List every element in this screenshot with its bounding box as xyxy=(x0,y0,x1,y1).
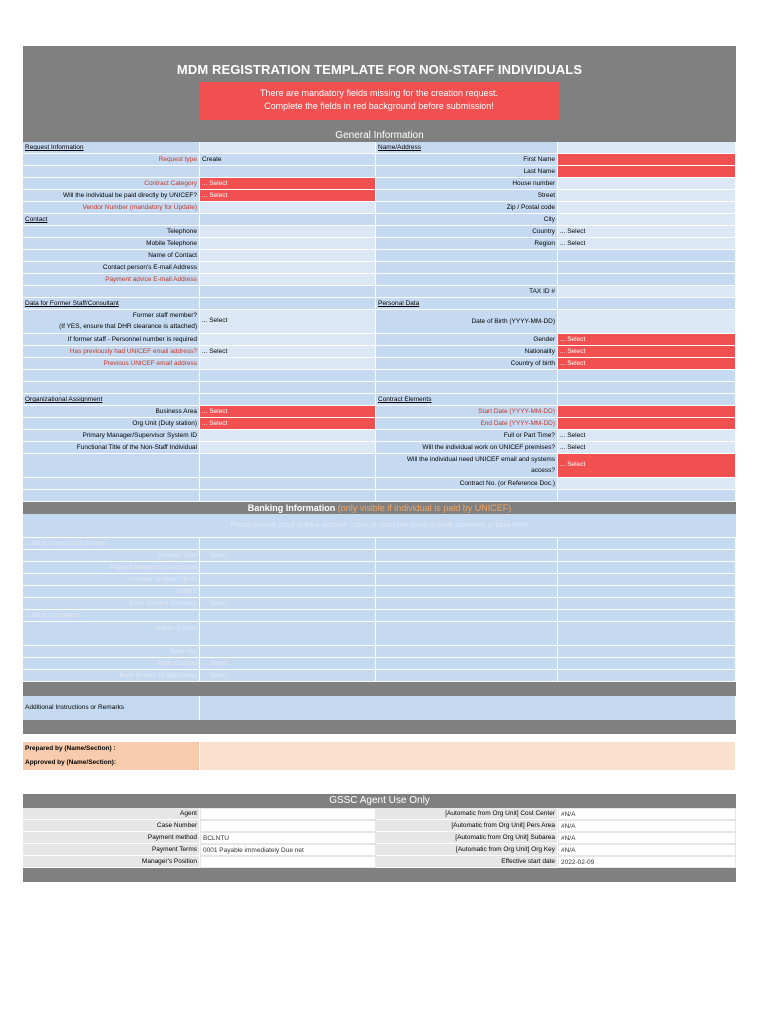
gender-select[interactable]: ... Select xyxy=(558,334,736,346)
managers-position-label: Manager's Position xyxy=(23,856,200,868)
personal-data-heading: Personal Data xyxy=(376,298,558,310)
functional-title-label: Functional Title of the Non-Staff Individual xyxy=(23,442,200,454)
city-field[interactable] xyxy=(558,214,736,226)
form-row xyxy=(23,202,736,214)
business-area-select[interactable]: ... Select xyxy=(200,406,376,418)
approved-by-field[interactable] xyxy=(200,756,736,770)
form-row xyxy=(23,142,736,154)
first-name-field[interactable] xyxy=(558,154,736,166)
subarea-label: [Automatic from Org Unit] Subarea xyxy=(376,832,558,844)
form-row xyxy=(23,394,736,406)
gssc-header: GSSC Agent Use Only xyxy=(23,794,736,808)
form-row xyxy=(23,298,736,310)
form-row xyxy=(23,262,736,274)
contact-heading: Contact xyxy=(23,214,200,226)
case-number-field[interactable] xyxy=(200,820,376,832)
swift-label: SWIFT xyxy=(23,586,200,598)
nationality-label: Nationality xyxy=(376,346,558,358)
org-assignment-heading: Organizational Assignment xyxy=(23,394,200,406)
paid-directly-label: Will the individual be paid directly by UNICEF? xyxy=(23,190,200,202)
country-of-birth-select[interactable]: ... Select xyxy=(558,358,736,370)
gssc-row xyxy=(23,832,736,844)
gssc-row xyxy=(23,856,736,868)
agent-label: Agent xyxy=(23,808,200,820)
form-row xyxy=(23,226,736,238)
form-row xyxy=(23,370,736,382)
bank-account-info-heading: 1. Bank Account Information xyxy=(23,538,200,550)
unicef-premises-select[interactable]: ... Select xyxy=(558,442,736,454)
remarks-field[interactable] xyxy=(200,696,736,720)
tax-id-label: TAX ID # xyxy=(376,286,558,298)
payment-method-label: Payment method xyxy=(23,832,200,844)
zip-field[interactable] xyxy=(558,202,736,214)
house-number-label: House number xyxy=(376,178,558,190)
last-name-field[interactable] xyxy=(558,166,736,178)
form-row xyxy=(23,166,736,178)
registration-sheet xyxy=(23,46,736,882)
org-key-label: [Automatic from Org Unit] Org Key xyxy=(376,844,558,856)
full-part-label: Full or Part Time? xyxy=(376,430,558,442)
full-part-select[interactable]: ... Select xyxy=(558,430,736,442)
form-row xyxy=(23,670,736,682)
account-number-label: Account number / IBAN xyxy=(23,574,200,586)
form-row xyxy=(23,238,736,250)
dob-field[interactable] xyxy=(558,310,736,334)
account-type-label: Account Type xyxy=(23,550,200,562)
contact-email-field[interactable] xyxy=(200,262,376,274)
had-email-select[interactable]: ... Select xyxy=(200,346,376,358)
country-label: Country xyxy=(376,226,558,238)
telephone-label: Telephone xyxy=(23,226,200,238)
bank-proof-note: Please provide proof of Bank Account - copy of cancelled check or bank statement or bank letter xyxy=(23,514,736,538)
payment-terms-label: Payment Terms xyxy=(23,844,200,856)
former-personnel-field[interactable] xyxy=(200,334,376,346)
prepared-by-field[interactable] xyxy=(200,742,736,756)
approved-by-row xyxy=(23,756,736,770)
prepared-by-row xyxy=(23,742,736,756)
country-select[interactable]: ... Select xyxy=(558,226,736,238)
form-row xyxy=(23,574,736,586)
former-staff-label: Former staff member? (If YES, ensure that DHR clearance is attached) xyxy=(23,310,200,334)
banking-header xyxy=(23,502,736,514)
payee-name-label: Payee's Name on the Account xyxy=(23,562,200,574)
bank-country-select[interactable]: ... Select xyxy=(200,658,376,670)
region-select[interactable]: ... Select xyxy=(558,238,736,250)
org-unit-label: Org Unit (Duty station) xyxy=(23,418,200,430)
pers-area-label: [Automatic from Org Unit] Pers Area xyxy=(376,820,558,832)
contract-no-field[interactable] xyxy=(558,478,736,490)
managers-position-field[interactable] xyxy=(200,856,376,868)
need-email-select[interactable]: ... Select xyxy=(558,454,736,478)
telephone-field[interactable] xyxy=(200,226,376,238)
org-unit-select[interactable]: ... Select xyxy=(200,418,376,430)
form-row xyxy=(23,310,736,334)
gender-label: Gender xyxy=(376,334,558,346)
payment-email-field[interactable] xyxy=(200,274,376,286)
swift-field[interactable] xyxy=(200,586,376,598)
contract-no-label: Contract No. (or Reference Doc.) xyxy=(376,478,558,490)
banking-title: Banking Information xyxy=(247,503,336,513)
form-row xyxy=(23,478,736,490)
bank-country-label: Bank Country xyxy=(23,658,200,670)
name-address-heading: Name/Address xyxy=(376,142,558,154)
bank-key-label: Bank key xyxy=(23,646,200,658)
form-row xyxy=(23,418,736,430)
business-area-label: Business Area xyxy=(23,406,200,418)
prepared-by-label: Prepared by (Name/Section) : xyxy=(23,742,200,756)
payment-method-field[interactable]: BCLNTU xyxy=(200,832,376,844)
form-row xyxy=(23,586,736,598)
separator xyxy=(23,720,736,734)
form-row xyxy=(23,286,736,298)
agent-field[interactable] xyxy=(200,808,376,820)
form-row xyxy=(23,658,736,670)
form-row xyxy=(23,214,736,226)
bank-key-field[interactable] xyxy=(200,646,376,658)
street-field[interactable] xyxy=(558,190,736,202)
tax-id-field[interactable] xyxy=(558,286,736,298)
need-email-label: Will the individual need UNICEF email and systems access? xyxy=(376,454,558,478)
contract-category-select[interactable]: ... Select xyxy=(200,178,376,190)
name-of-contact-label: Name of Contact xyxy=(23,250,200,262)
had-email-label: Has previously had UNICEF email address? xyxy=(23,346,200,358)
functional-title-field[interactable] xyxy=(200,442,376,454)
form-row xyxy=(23,154,736,166)
end-date-label: End Date (YYYY-MM-DD) xyxy=(376,418,558,430)
form-row xyxy=(23,562,736,574)
effective-start-label: Effective start date xyxy=(376,856,558,868)
form-row xyxy=(23,334,736,346)
last-name-label: Last Name xyxy=(376,166,558,178)
vendor-number-field[interactable] xyxy=(200,202,376,214)
payment-terms-field[interactable]: 0001 Payable immediately Due net xyxy=(200,844,376,856)
vendor-number-label: Vendor Number (mandatory for Update) xyxy=(23,202,200,214)
form-row xyxy=(23,610,736,622)
nationality-select[interactable]: ... Select xyxy=(558,346,736,358)
street-label: Street xyxy=(376,190,558,202)
bank-name-label: Name of Bank xyxy=(23,622,200,646)
cost-center-value: #N/A xyxy=(558,808,736,820)
page-title: MDM REGISTRATION TEMPLATE FOR NON-STAFF INDIVIDUALS xyxy=(176,62,583,77)
form-row xyxy=(23,406,736,418)
subarea-value: #N/A xyxy=(558,832,736,844)
start-date-field[interactable] xyxy=(558,406,736,418)
remarks-label: Additional Instructions or Remarks xyxy=(23,696,200,720)
manager-label: Primary Manager/Supervisor System ID xyxy=(23,430,200,442)
pers-area-value: #N/A xyxy=(558,820,736,832)
payment-email-label: Payment advice E-mail Address xyxy=(23,274,200,286)
separator xyxy=(23,868,736,882)
payee-name-field[interactable] xyxy=(200,562,376,574)
form-row xyxy=(23,274,736,286)
form-row xyxy=(23,358,736,370)
warning-line-2: Complete the fields in red background before submission! xyxy=(264,101,494,111)
former-staff-select[interactable]: ... Select xyxy=(200,310,376,334)
previous-email-field[interactable] xyxy=(200,358,376,370)
gssc-row xyxy=(23,844,736,856)
account-currency-select[interactable]: ... Select xyxy=(200,598,376,610)
effective-start-field[interactable]: 2022-02-09 xyxy=(558,856,736,868)
contract-elements-heading: Contract Elements xyxy=(376,394,558,406)
start-date-label: Start Date (YYYY-MM-DD) xyxy=(376,406,558,418)
country-of-birth-label: Country of birth xyxy=(376,358,558,370)
city-label: City xyxy=(376,214,558,226)
account-number-field[interactable] xyxy=(200,574,376,586)
cost-center-label: [Automatic from Org Unit] Cost Center xyxy=(376,808,558,820)
manager-field[interactable] xyxy=(200,430,376,442)
form-row xyxy=(23,430,736,442)
form-row xyxy=(23,622,736,646)
mobile-field[interactable] xyxy=(200,238,376,250)
missing-fields-warning xyxy=(199,82,559,120)
zip-label: Zip / Postal code xyxy=(376,202,558,214)
form-row xyxy=(23,490,736,502)
form-row xyxy=(23,250,736,262)
case-number-label: Case Number xyxy=(23,820,200,832)
request-type-field[interactable]: Create xyxy=(200,154,376,166)
house-number-field[interactable] xyxy=(558,178,736,190)
bank-info-heading: 2. Bank Information xyxy=(23,610,200,622)
form-row xyxy=(23,454,736,478)
gssc-row xyxy=(23,808,736,820)
separator xyxy=(23,682,736,696)
gssc-row xyxy=(23,820,736,832)
bank-name-field[interactable] xyxy=(200,622,376,646)
name-of-contact-field[interactable] xyxy=(200,250,376,262)
paid-directly-select[interactable]: ... Select xyxy=(200,190,376,202)
form-row xyxy=(23,382,736,394)
org-key-value: #N/A xyxy=(558,844,736,856)
title-band xyxy=(23,46,736,130)
approved-by-label: Approved by (Name/Section): xyxy=(23,756,200,770)
form-row xyxy=(23,346,736,358)
request-information-heading: Request Information xyxy=(23,142,200,154)
bank-branch-label: Bank Branch (if applicable) xyxy=(23,670,200,682)
previous-email-label: Previous UNICEF email address xyxy=(23,358,200,370)
form-row xyxy=(23,178,736,190)
general-information-header: General Information xyxy=(23,130,736,142)
request-type-label: Request type xyxy=(23,154,200,166)
bank-branch-select[interactable]: ... Select xyxy=(200,670,376,682)
banking-visibility-note: (only visible if individual is paid by UNICEF) xyxy=(337,503,512,513)
form-row xyxy=(23,646,736,658)
form-row xyxy=(23,190,736,202)
form-row xyxy=(23,550,736,562)
dob-label: Date of Birth (YYYY-MM-DD) xyxy=(376,310,558,334)
region-label: Region xyxy=(376,238,558,250)
contact-email-label: Contact person's E-mail Address xyxy=(23,262,200,274)
end-date-field[interactable] xyxy=(558,418,736,430)
form-row xyxy=(23,538,736,550)
warning-line-1: There are mandatory fields missing for the creation request. xyxy=(259,88,499,98)
former-personnel-label: If former staff - Personnel number is required xyxy=(23,334,200,346)
contract-category-label: Contract Category xyxy=(23,178,200,190)
former-staff-heading: Data for Former Staff/Consultant xyxy=(23,298,200,310)
mobile-label: Mobile Telephone xyxy=(23,238,200,250)
account-type-select[interactable]: ... Select xyxy=(200,550,376,562)
unicef-premises-label: Will the individual work on UNICEF premises? xyxy=(376,442,558,454)
form-row xyxy=(23,598,736,610)
remarks-row xyxy=(23,696,736,720)
form-row xyxy=(23,442,736,454)
account-currency-label: Bank Account Currency xyxy=(23,598,200,610)
first-name-label: First Name xyxy=(376,154,558,166)
